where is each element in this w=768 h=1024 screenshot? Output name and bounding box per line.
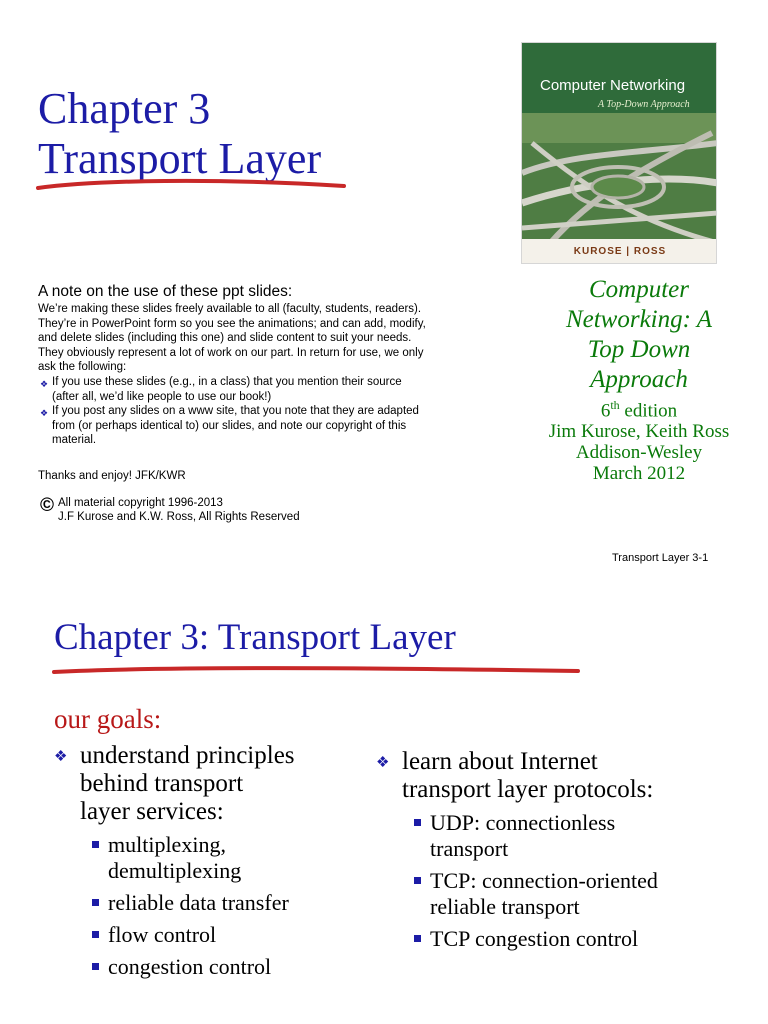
- square-bullet-icon: [414, 819, 421, 826]
- copyright-line-2: J.F Kurose and K.W. Ross, All Rights Reserved: [58, 511, 300, 523]
- sub-bullet-line: multiplexing,: [108, 832, 226, 857]
- note-line: We’re making these slides freely available to all (faculty, students, readers).: [38, 303, 422, 315]
- right-column: [374, 748, 714, 952]
- title-underline: [36, 176, 348, 194]
- book-cover-authors: KUROSE | ROSS: [573, 246, 667, 257]
- slide-2-title: Chapter 3: Transport Layer: [54, 617, 456, 658]
- book-info-date: March 2012: [592, 463, 686, 485]
- edition-suffix: th: [610, 398, 620, 412]
- note-heading: A note on the use of these ppt slides:: [38, 283, 293, 300]
- bullet-line: behind transport: [80, 770, 244, 797]
- book-info-title-line: Computer: [589, 276, 689, 303]
- book-info-title-line: Networking: A: [565, 306, 713, 333]
- diamond-bullet-icon: ❖: [54, 749, 68, 765]
- note-line: They’re in PowerPoint form so you see the animations; and can add, modify,: [38, 317, 426, 330]
- sub-bullet-line: congestion control: [108, 954, 272, 979]
- note-bullet-line: (after all, we’d like people to use our book!): [52, 390, 272, 403]
- sub-bullet-line: reliable data transfer: [108, 890, 289, 915]
- diamond-bullet-icon: ❖: [376, 755, 390, 771]
- square-bullet-icon: [92, 841, 99, 848]
- note-bullet-line: material.: [52, 434, 97, 447]
- sub-bullet-line: TCP: connection-oriented: [430, 868, 658, 893]
- sub-bullet-line: reliable transport: [430, 894, 580, 919]
- note-bullet-line: from (or perhaps identical to) our slides, and note our copyright of this: [52, 419, 407, 432]
- diamond-bullet-icon: ❖: [40, 378, 49, 389]
- note-bullet-line: If you use these slides (e.g., in a class) that you mention their source: [52, 375, 402, 388]
- bullet-line: understand principles: [80, 742, 295, 769]
- edition-number: 6: [600, 400, 611, 422]
- square-bullet-icon: [92, 931, 99, 938]
- right-main-bullet: [374, 748, 714, 804]
- note-bullet-2: [38, 404, 508, 448]
- goals-label: our goals:: [54, 704, 162, 734]
- sub-bullet-line: transport: [430, 836, 509, 861]
- left-main-bullet: [52, 742, 352, 826]
- book-info-edition: [520, 395, 758, 421]
- highway-interchange-image: [522, 113, 717, 253]
- note-bullet-1: [38, 375, 508, 404]
- right-sub-bullet: [374, 810, 714, 862]
- title-line-2: Transport Layer: [38, 134, 322, 183]
- book-info-title-line: Top Down: [587, 336, 691, 363]
- book-cover: [521, 42, 717, 264]
- square-bullet-icon: [414, 935, 421, 942]
- note-bullet-list: [38, 375, 508, 448]
- book-info: [520, 275, 758, 484]
- book-info-publisher: Addison-Wesley: [575, 442, 703, 464]
- edition-word: edition: [619, 400, 678, 422]
- sub-bullet-line: UDP: connectionless: [430, 810, 616, 835]
- slide-2: [0, 588, 768, 1024]
- square-bullet-icon: [92, 963, 99, 970]
- copyright-line-1: All material copyright 1996-2013: [58, 497, 223, 509]
- note-thanks: Thanks and enjoy! JFK/KWR: [38, 470, 186, 482]
- square-bullet-icon: [414, 877, 421, 884]
- book-info-authors: Jim Kurose, Keith Ross: [548, 421, 730, 443]
- bullet-line: learn about Internet: [402, 748, 598, 775]
- slide-divider: [0, 580, 768, 588]
- left-sub-bullet: [52, 832, 352, 884]
- note-line: They obviously represent a lot of work on our part. In return for use, we only: [38, 346, 424, 359]
- title-underline: [52, 662, 582, 680]
- right-sub-bullet: [374, 868, 714, 920]
- book-cover-subtitle: A Top-Down Approach: [598, 99, 690, 110]
- slide-1-footer: Transport Layer 3-1: [612, 552, 709, 564]
- title-line-1: Chapter 3: [38, 84, 211, 133]
- sub-bullet-line: demultiplexing: [108, 858, 242, 883]
- slide-1-title: [38, 84, 321, 184]
- note-bullet-line: If you post any slides on a www site, that you note that they are adapted: [52, 405, 419, 418]
- bullet-line: layer services:: [80, 798, 224, 825]
- sub-bullet-line: flow control: [108, 922, 217, 947]
- left-sub-bullet: [52, 890, 352, 916]
- note-body: [38, 302, 508, 448]
- sub-bullet-line: TCP congestion control: [430, 926, 639, 951]
- left-column: [52, 742, 352, 980]
- left-sub-bullet: [52, 954, 352, 980]
- note-line: and delete slides (including this one) and slide content to suit your needs.: [38, 332, 412, 345]
- diamond-bullet-icon: ❖: [40, 408, 49, 419]
- copyright-icon: ©: [40, 495, 54, 516]
- square-bullet-icon: [92, 899, 99, 906]
- note-line: ask the following:: [38, 361, 127, 374]
- bullet-line: transport layer protocols:: [402, 776, 654, 803]
- left-sub-bullet: [52, 922, 352, 948]
- right-sub-bullet: [374, 926, 714, 952]
- book-cover-title: Computer Networking: [540, 77, 686, 94]
- book-info-title-line: Approach: [590, 366, 688, 393]
